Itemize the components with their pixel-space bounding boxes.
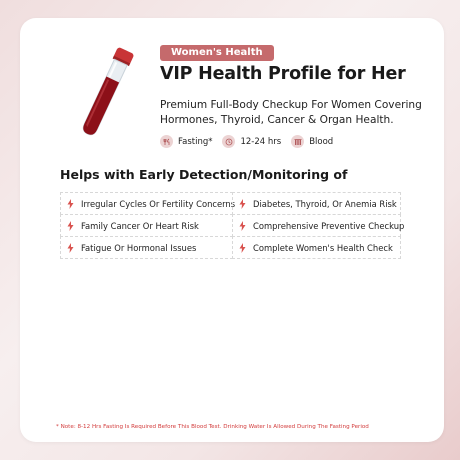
category-badge: Women's Health	[160, 45, 274, 61]
condition-label: Comprehensive Preventive Checkup	[253, 220, 405, 231]
condition-item	[60, 192, 236, 215]
fasting-note: * Note: 8-12 Hrs Fasting Is Required Before This Blood Test. Drinking Water Is Allowed During The Fasting Period	[56, 424, 369, 430]
condition-item	[60, 236, 233, 259]
condition-label: Irregular Cycles Or Fertility Concerns	[81, 198, 236, 209]
condition-label: Complete Women's Health Check	[253, 242, 393, 253]
conditions-grid	[60, 192, 405, 258]
duration-label: 12-24 hrs	[240, 136, 282, 147]
condition-label: Family Cancer Or Heart Risk	[81, 220, 199, 231]
sample-type-chip	[291, 135, 333, 148]
sample-type-label: Blood	[309, 136, 334, 147]
blood-sample-icon	[291, 135, 304, 148]
lightning-bolt-icon	[239, 243, 246, 253]
lightning-bolt-icon	[67, 243, 74, 253]
lightning-bolt-icon	[239, 199, 246, 209]
condition-item	[232, 192, 401, 215]
lightning-bolt-icon	[67, 221, 74, 231]
condition-label: Diabetes, Thyroid, Or Anemia Risk	[253, 198, 397, 209]
test-info-chips	[160, 135, 333, 148]
blood-test-tube-icon	[74, 44, 138, 144]
fasting-icon	[160, 135, 173, 148]
clock-icon	[222, 135, 235, 148]
lightning-bolt-icon	[239, 221, 246, 231]
section-title: Helps with Early Detection/Monitoring of	[60, 167, 348, 182]
condition-item	[232, 214, 405, 237]
duration-chip	[222, 135, 281, 148]
lightning-bolt-icon	[67, 199, 74, 209]
page-title: VIP Health Profile for Her	[160, 64, 406, 84]
fasting-label: Fasting*	[178, 136, 213, 147]
condition-label: Fatigue Or Hormonal Issues	[81, 242, 197, 253]
condition-item	[60, 214, 233, 237]
fasting-chip	[160, 135, 212, 148]
condition-item	[232, 236, 401, 259]
product-description: Premium Full-Body Checkup For Women Covering Hormones, Thyroid, Cancer & Organ Health.	[160, 99, 422, 126]
